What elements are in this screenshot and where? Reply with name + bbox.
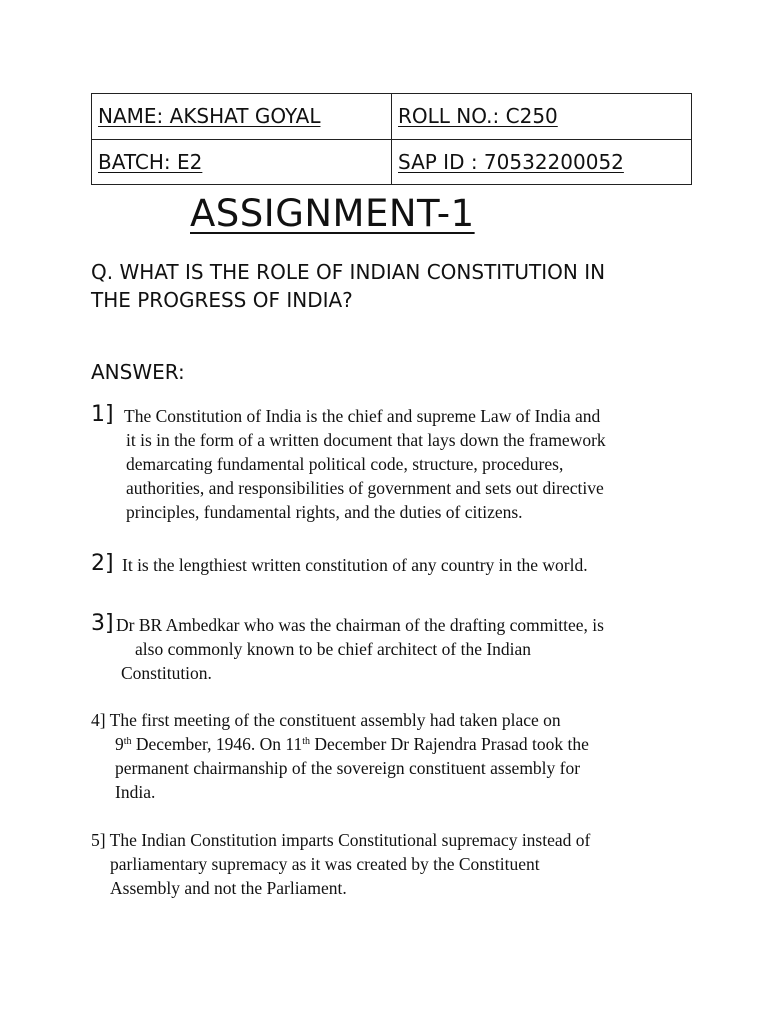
answer-point-3-continued xyxy=(121,661,212,685)
point-line xyxy=(91,828,590,852)
point-line: Dr BR Ambedkar who was the chairman of the drafting committee, is xyxy=(116,615,604,635)
point-number: 4] xyxy=(91,710,106,730)
info-row xyxy=(92,94,692,140)
date-day: 9 xyxy=(115,734,124,754)
point-line: India. xyxy=(115,782,156,802)
question-line: THE PROGRESS OF INDIA? xyxy=(91,288,353,312)
point-text: December, 1946. On 11 xyxy=(131,734,303,754)
point-line xyxy=(91,708,561,732)
ordinal-suffix: th xyxy=(302,736,310,747)
point-line: authorities, and responsibilities of government and sets out directive xyxy=(126,478,604,498)
point-text: December Dr Rajendra Prasad took the xyxy=(310,734,589,754)
question xyxy=(91,258,711,314)
answer-point-5 xyxy=(91,828,590,852)
point-number: 5] xyxy=(91,830,106,850)
answer-point-4-continued xyxy=(115,732,589,804)
question-line: Q. WHAT IS THE ROLE OF INDIAN CONSTITUTION IN xyxy=(91,260,606,284)
assignment-title: ASSIGNMENT-1 xyxy=(190,192,475,235)
point-number: 2] xyxy=(91,551,114,576)
answer-point-5-continued xyxy=(110,852,540,900)
point-line: It is the lengthiest written constitution of any country in the world. xyxy=(122,555,588,575)
answer-point-4 xyxy=(91,708,561,732)
roll-cell xyxy=(392,94,692,140)
point-line: permanent chairmanship of the sovereign constituent assembly for xyxy=(115,758,581,778)
answer-label: ANSWER: xyxy=(91,360,185,384)
student-info-table xyxy=(91,93,692,185)
batch-cell xyxy=(92,139,392,185)
sap-cell xyxy=(392,139,692,185)
point-text: The first meeting of the constituent assembly had taken place on xyxy=(109,710,561,730)
point-number: 1] xyxy=(91,402,114,427)
point-line: The Constitution of India is the chief and supreme Law of India and xyxy=(124,406,601,426)
student-name: NAME: AKSHAT GOYAL xyxy=(98,104,321,129)
point-line: parliamentary supremacy as it was created by the Constituent xyxy=(110,854,540,874)
point-line: Constitution. xyxy=(121,663,212,683)
point-line: also commonly known to be chief architect of the Indian xyxy=(135,639,532,659)
point-number: 3] xyxy=(91,611,114,636)
answer-point-2 xyxy=(122,553,588,577)
ordinal-suffix: th xyxy=(123,736,132,747)
point-line: principles, fundamental rights, and the duties of citizens. xyxy=(126,502,523,522)
answer-point-3-continued xyxy=(135,637,531,661)
point-line: Assembly and not the Parliament. xyxy=(110,878,347,898)
info-row xyxy=(92,139,692,185)
answer-point-1 xyxy=(124,404,600,428)
roll-number: ROLL NO.: C250 xyxy=(398,104,558,129)
point-line: demarcating fundamental political code, structure, procedures, xyxy=(126,454,564,474)
point-line: it is in the form of a written document that lays down the framework xyxy=(126,430,606,450)
name-cell xyxy=(92,94,392,140)
point-line xyxy=(115,732,589,756)
answer-point-1-continued xyxy=(126,428,606,524)
batch: BATCH: E2 xyxy=(98,149,203,174)
point-text: The Indian Constitution imparts Constitutional supremacy instead of xyxy=(109,830,591,850)
answer-point-3 xyxy=(116,613,604,637)
sap-id: SAP ID : 70532200052 xyxy=(398,149,624,174)
